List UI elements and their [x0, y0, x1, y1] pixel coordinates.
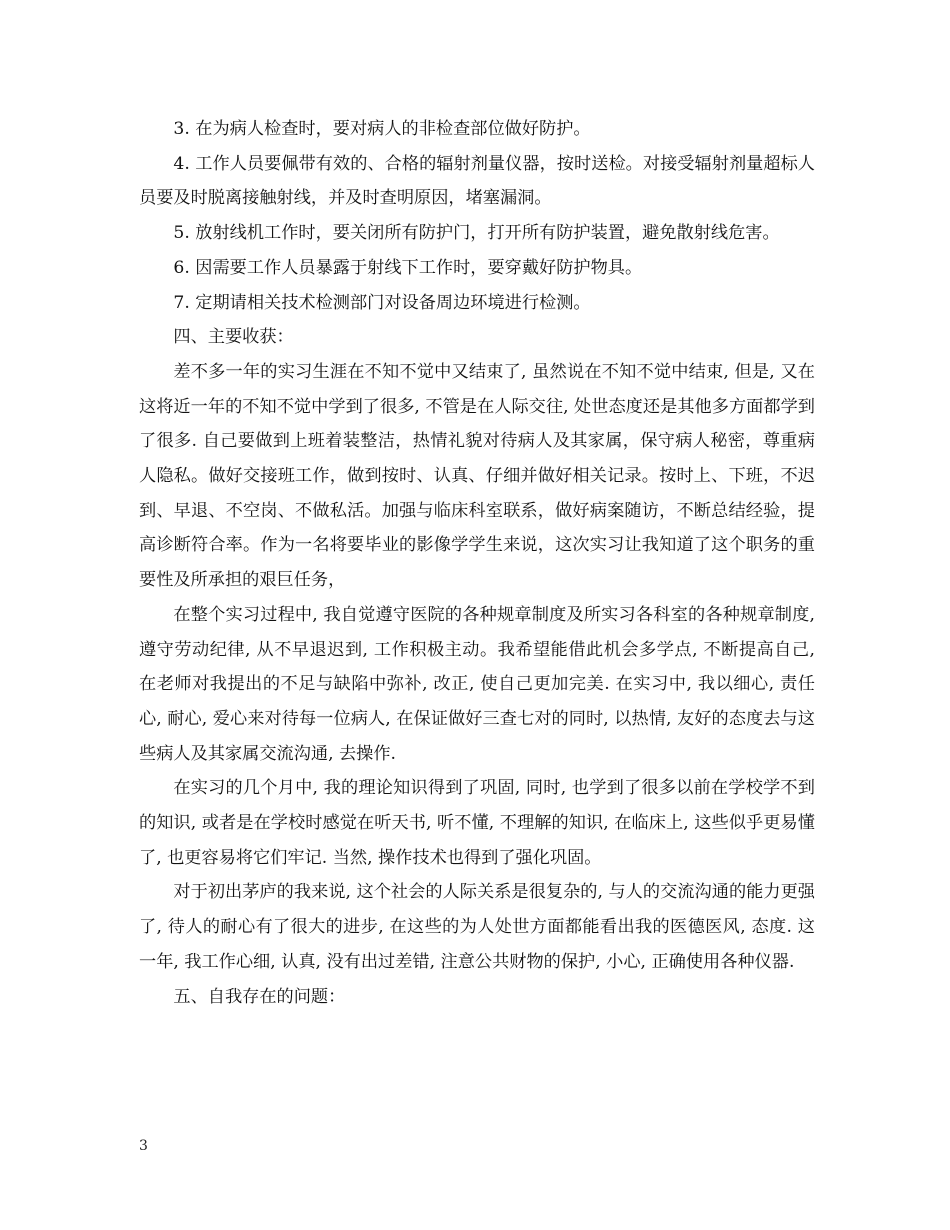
paragraph-precaution-7: 7. 定期请相关技术检测部门对设备周边环境进行检测。: [173, 292, 591, 313]
paragraph-precaution-6: 6. 因需要工作人员暴露于射线下工作时，要穿戴好防护物具。: [173, 257, 643, 278]
page-number: 3: [139, 1138, 148, 1154]
paragraph-gains-1: 差不多一年的实习生涯在不知不觉中又结束了, 虽然说在不知不觉中结束, 但是, 又在这将近一年的不知不觉中学到了很多, 不管是在人际交往, 处世态度还是其他多方面都学到了很多. 自己要做到上班着装整洁，热情礼貌对待病人及其家属，保守病人秘密，尊重病人隐私。做好交接班工作，做到按时、认真、仔细并做好相关记录。按时上、下班，不迟到、早退、不空岗、不做私活。加强与临床科室联系，做好病案随访，不断总结经验，提高诊断符合率。作为一名将要毕业的影像学学生来说，这次实习让我知道了这个职务的重要性及所承担的艰巨任务，: [139, 361, 815, 591]
paragraph-precaution-5: 5. 放射线机工作时，要关闭所有防护门，打开所有防护装置，避免散射线危害。: [173, 223, 780, 244]
paragraph-precaution-3: 3. 在为病人检查时，要对病人的非检查部位做好防护。: [173, 119, 591, 139]
section-heading-gains: 四、主要收获：: [173, 327, 294, 348]
paragraph-precaution-4: 4. 工作人员要佩带有效的、合格的辐射剂量仪器，按时送检。对接受辐射剂量超标人员要及时脱离接触射线，并及时查明原因，堵塞漏洞。: [139, 153, 815, 209]
section-heading-problems: 五、自我存在的问题：: [173, 986, 346, 1007]
document-body: [139, 112, 815, 1014]
paragraph-gains-3: 在实习的几个月中, 我的理论知识得到了巩固, 同时, 也学到了很多以前在学校学不到的知识, 或者是在学校时感觉在听天书, 听不懂, 不理解的知识, 在临床上, 这些似乎更易懂了, 也更容易将它们牢记. 当然, 操作技术也得到了强化巩固。: [139, 778, 815, 868]
paragraph-gains-2: 在整个实习过程中, 我自觉遵守医院的各种规章制度及所实习各科室的各种规章制度, 遵守劳动纪律, 从不早退迟到, 工作积极主动。我希望能借此机会多学点, 不断提高自己, 在老师对我提出的不足与缺陷中弥补, 改正, 使自己更加完美. 在实习中, 我以细心, 责任心, 耐心, 爱心来对待每一位病人, 在保证做好三查七对的同时, 以热情, 友好的态度去与这些病人及其家属交流沟通, 去操作.: [139, 604, 815, 764]
paragraph-gains-4: 对于初出茅庐的我来说, 这个社会的人际关系是很复杂的, 与人的交流沟通的能力更强了, 待人的耐心有了很大的进步, 在这些的为人处世方面都能看出我的医德医风, 态度. 这一年, 我工作心细, 认真, 没有出过差错, 注意公共财物的保护, 小心, 正确使用各种仪器.: [139, 882, 815, 972]
